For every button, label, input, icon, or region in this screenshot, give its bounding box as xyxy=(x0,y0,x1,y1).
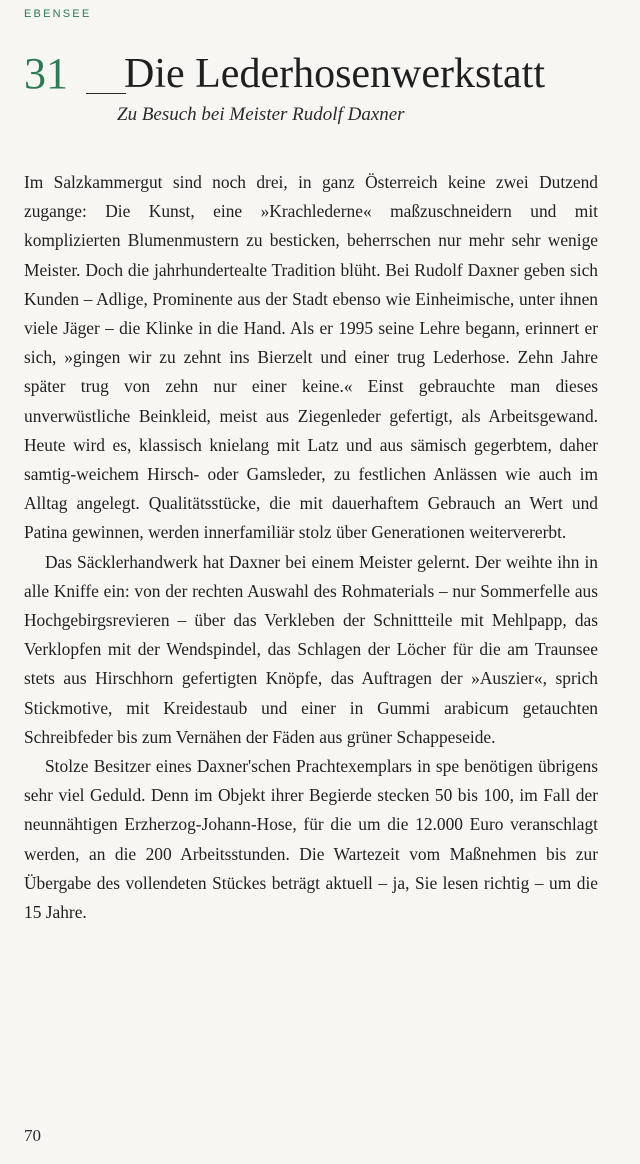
title-rule xyxy=(86,93,126,94)
paragraph: Im Salzkammergut sind noch drei, in ganz Österreich keine zwei Dutzend zugange: Die Kunst, eine »Krachlederne« maßzuschneidern und mit komplizierten Blumenmustern zu besticken, beherrschen nur mehr sehr wenige Meister. Doch die jahrhundertealte Tradition blüht. Bei Rudolf Daxner geben sich Kunden – Adlige, Prominente aus der Stadt ebenso wie Einheimische, unter ihnen viele Jäger – die Klinke in die Hand. Als er 1995 seine Lehre begann, erinnert er sich, »gingen wir zu zehnt ins Bierzelt und einer trug Lederhose. Zehn Jahre später trug von zehn nur einer keine.« Einst gebrauchte man dieses unverwüstliche Beinkleid, meist aus Ziegenleder gefertigt, als Arbeitsgewand. Heute wird es, klassisch knielang mit Latz und aus sämisch gegerbtem, daher samtig-weichem Hirsch- oder Gamsleder, zu festlichen Anlässen wie auch im Alltag angelegt. Qualitätsstücke, die mit dauerhaftem Gebrauch an Wert und Patina gewinnen, werden innerfamiliär stolz über Generationen weitervererbt. xyxy=(24,172,598,543)
paragraph: Das Säcklerhandwerk hat Daxner bei einem Meister gelernt. Der weihte ihn in alle Kniffe ein: von der rechten Auswahl des Rohmaterials – nur Sommerfelle aus Hochgebirgsrevieren – über das Verkleben der Schnittteile mit Mehlpapp, das Verklopfen mit der Wendspindel, das Schlagen der Löcher für die am Traunsee stets aus Hirschhorn gefertigten Knöpfe, das Auftragen der »Auszier«, sprich Stickmotive, mit Kreidestaub und einer in Gummi arabicum getauchten Schreibfeder bis zum Vernähen der Fäden aus grüner Schappeseide. xyxy=(24,551,598,747)
chapter-subtitle: Zu Besuch bei Meister Rudolf Daxner xyxy=(117,104,405,125)
chapter-number: 31 xyxy=(24,49,68,98)
chapter-title-row xyxy=(24,46,624,106)
body-text xyxy=(24,168,598,927)
page-number: 70 xyxy=(24,1126,41,1145)
paragraph: Stolze Besitzer eines Daxner'schen Prachtexemplars in spe benötigen übrigens sehr viel Geduld. Denn im Objekt ihrer Begierde stecken 50 bis 100, im Fall der neunnähtigen Erzherzog-Johann-Hose, für die um die 12.000 Euro veranschlagt werden, an die 200 Arbeitsstunden. Die Wartezeit vom Maßnehmen bis zur Übergabe des vollendeten Stückes beträgt aktuell – ja, Sie lesen richtig – um die 15 Jahre. xyxy=(24,756,598,923)
chapter-title: Die Lederhosenwerkstatt xyxy=(124,51,546,97)
running-head: EBENSEE xyxy=(24,8,92,20)
